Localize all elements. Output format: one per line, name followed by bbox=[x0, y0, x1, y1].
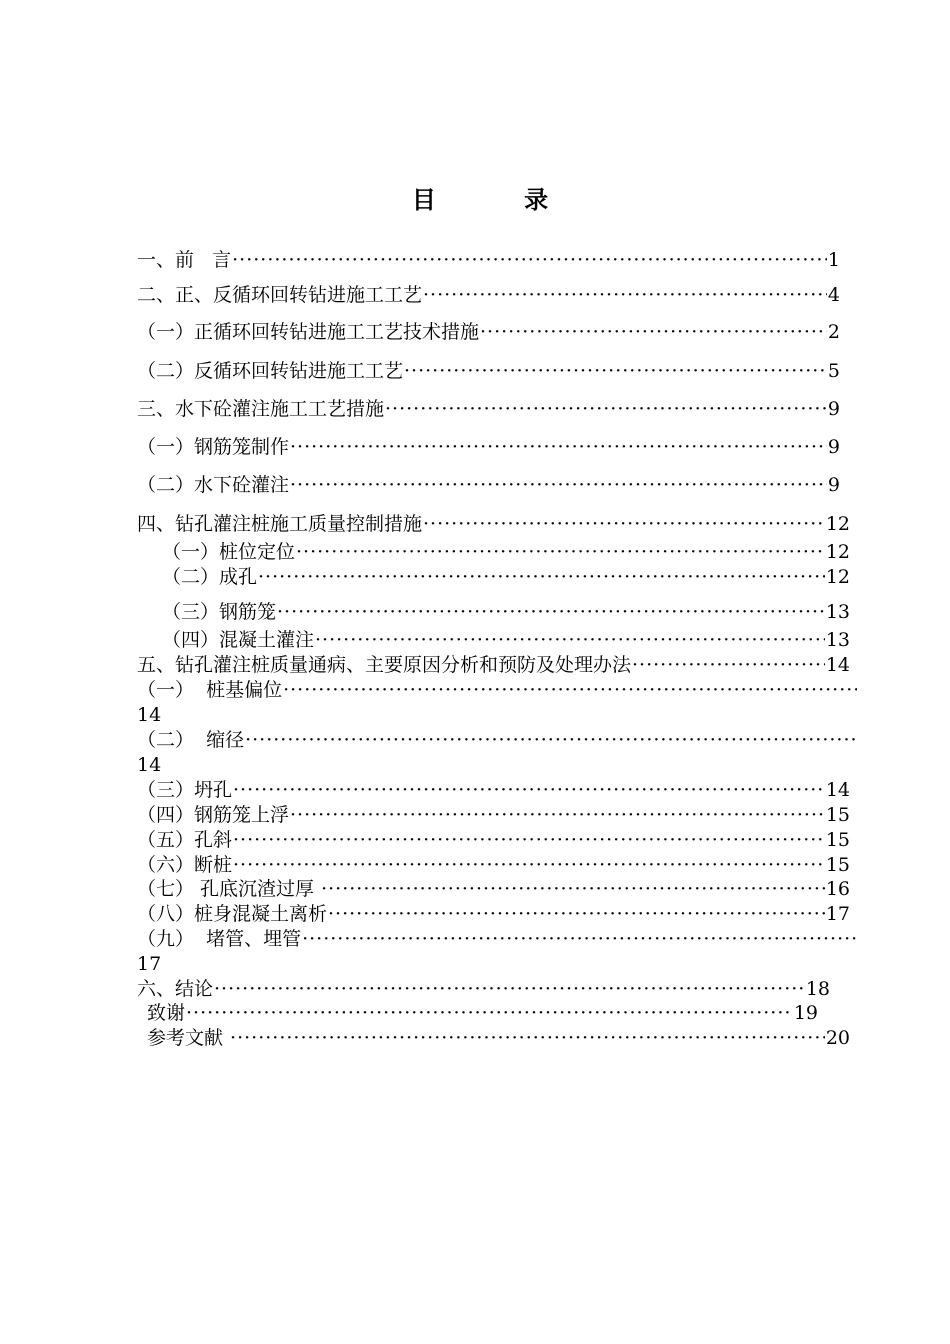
toc-entry-label: 五、钻孔灌注桩质量通病、主要原因分析和预防及处理办法 bbox=[137, 654, 632, 676]
toc-entry-page: 12 bbox=[825, 513, 850, 535]
dot-leader bbox=[233, 828, 825, 852]
toc-entry-page: 14 bbox=[825, 779, 850, 801]
toc-entry[interactable] bbox=[137, 359, 840, 383]
toc-entry-label: （七） 孔底沉渣过厚 bbox=[137, 878, 321, 900]
toc-entry-page: 2 bbox=[827, 321, 840, 343]
toc-entry-page: 4 bbox=[827, 284, 840, 306]
toc-entry-label: （一）正循环回转钻进施工工艺技术措施 bbox=[137, 321, 480, 343]
toc-entry-label: 六、结论 bbox=[137, 978, 214, 1000]
toc-entry-label: 三、水下砼灌注施工工艺措施 bbox=[137, 398, 385, 420]
dot-leader bbox=[296, 540, 825, 564]
dot-leader bbox=[290, 803, 825, 827]
toc-entry-label: （一）钢筋笼制作 bbox=[137, 436, 290, 458]
toc-entry[interactable] bbox=[137, 853, 850, 877]
toc-entry[interactable] bbox=[162, 628, 850, 652]
toc-entry-page: 15 bbox=[825, 804, 850, 826]
toc-entry-label: 参考文献 bbox=[147, 1027, 230, 1049]
toc-entry-label: （三）坍孔 bbox=[137, 779, 233, 801]
toc-entry-label: （二） 缩径 bbox=[137, 729, 245, 751]
toc-entry-page: 19 bbox=[793, 1002, 818, 1024]
toc-entry[interactable] bbox=[137, 473, 840, 497]
toc-entry[interactable] bbox=[162, 565, 850, 589]
toc-entry[interactable] bbox=[137, 803, 850, 827]
dot-leader bbox=[230, 1026, 825, 1050]
toc-entry[interactable] bbox=[137, 728, 858, 752]
toc-entry-label: （五）孔斜 bbox=[137, 829, 233, 851]
toc-entry[interactable] bbox=[147, 1026, 850, 1050]
toc-entry-page: 12 bbox=[825, 541, 850, 563]
toc-entry-page: 17 bbox=[137, 953, 162, 975]
dot-leader bbox=[423, 283, 827, 307]
dot-leader bbox=[277, 600, 825, 624]
toc-entry[interactable] bbox=[137, 435, 840, 459]
toc-entry-page: 5 bbox=[827, 360, 840, 382]
toc-entry-label: （九） 堵管、埋管 bbox=[137, 928, 302, 950]
toc-entry[interactable] bbox=[162, 540, 850, 564]
dot-leader bbox=[245, 728, 857, 752]
dot-leader bbox=[233, 853, 825, 877]
toc-entry-page: 16 bbox=[825, 878, 850, 900]
dot-leader bbox=[290, 435, 827, 459]
toc-entry-label: 二、正、反循环回转钻进施工工艺 bbox=[137, 284, 423, 306]
dot-leader bbox=[328, 902, 825, 926]
toc-entry[interactable] bbox=[137, 977, 830, 1001]
toc-entry-page: 15 bbox=[825, 854, 850, 876]
dot-leader bbox=[315, 628, 825, 652]
toc-entry-label: （三）钢筋笼 bbox=[162, 601, 277, 623]
toc-entry[interactable] bbox=[137, 877, 850, 901]
toc-entry-page: 9 bbox=[827, 436, 840, 458]
toc-entry-label: 一、前 言 bbox=[137, 249, 232, 271]
toc-entry-label: 四、钻孔灌注桩施工质量控制措施 bbox=[137, 513, 423, 535]
toc-entry-page: 17 bbox=[825, 903, 850, 925]
toc-entry-page: 18 bbox=[805, 978, 830, 1000]
dot-leader bbox=[302, 927, 857, 951]
toc-entry[interactable] bbox=[162, 600, 850, 624]
toc-entry-page: 9 bbox=[827, 474, 840, 496]
toc-entry-label: （四）混凝土灌注 bbox=[162, 629, 315, 651]
toc-entry[interactable] bbox=[137, 653, 850, 677]
toc-title: 目 录 bbox=[411, 186, 589, 214]
toc-entry-page: 9 bbox=[827, 398, 840, 420]
toc-entry[interactable] bbox=[137, 320, 840, 344]
toc-entry-label: （一） 桩基偏位 bbox=[137, 679, 283, 701]
toc-entry-label: （六）断桩 bbox=[137, 854, 233, 876]
dot-leader bbox=[385, 397, 827, 421]
toc-entry-label: （二）成孔 bbox=[162, 566, 258, 588]
toc-entry[interactable] bbox=[137, 902, 850, 926]
toc-entry-page: 14 bbox=[825, 654, 850, 676]
dot-leader bbox=[233, 778, 825, 802]
toc-entry[interactable] bbox=[147, 1001, 818, 1025]
toc-entry[interactable] bbox=[137, 927, 858, 951]
dot-leader bbox=[404, 359, 827, 383]
toc-entry[interactable] bbox=[137, 828, 850, 852]
dot-leader bbox=[232, 248, 827, 272]
toc-entry-label: （一）桩位定位 bbox=[162, 541, 296, 563]
dot-leader bbox=[290, 473, 827, 497]
toc-entry[interactable] bbox=[137, 397, 840, 421]
toc-entry[interactable] bbox=[137, 283, 840, 307]
toc-entry-page: 1 bbox=[827, 249, 840, 271]
dot-leader bbox=[480, 320, 827, 344]
toc-entry-page: 20 bbox=[825, 1027, 850, 1049]
toc-entry-label: （四）钢筋笼上浮 bbox=[137, 804, 290, 826]
dot-leader bbox=[632, 653, 825, 677]
toc-entry-page: 13 bbox=[825, 601, 850, 623]
toc-entry-label: （二）反循环回转钻进施工工艺 bbox=[137, 360, 404, 382]
dot-leader bbox=[214, 977, 805, 1001]
toc-entry-label: （八）桩身混凝土离析 bbox=[137, 903, 328, 925]
toc-entry-page: 14 bbox=[137, 754, 162, 776]
toc-entry-page: 15 bbox=[825, 829, 850, 851]
toc-entry[interactable] bbox=[137, 248, 840, 272]
toc-entry[interactable] bbox=[137, 678, 858, 702]
dot-leader bbox=[423, 512, 825, 536]
toc-entry-page: 14 bbox=[137, 704, 162, 726]
dot-leader bbox=[321, 877, 825, 901]
dot-leader bbox=[258, 565, 825, 589]
toc-entry-page: 13 bbox=[825, 629, 850, 651]
toc-entry[interactable] bbox=[137, 778, 850, 802]
dot-leader bbox=[283, 678, 857, 702]
toc-entry-page: 12 bbox=[825, 566, 850, 588]
toc-entry[interactable] bbox=[137, 512, 850, 536]
toc-entry-label: 致谢 bbox=[147, 1002, 186, 1024]
toc-entry-label: （二）水下砼灌注 bbox=[137, 474, 290, 496]
dot-leader bbox=[186, 1001, 793, 1025]
